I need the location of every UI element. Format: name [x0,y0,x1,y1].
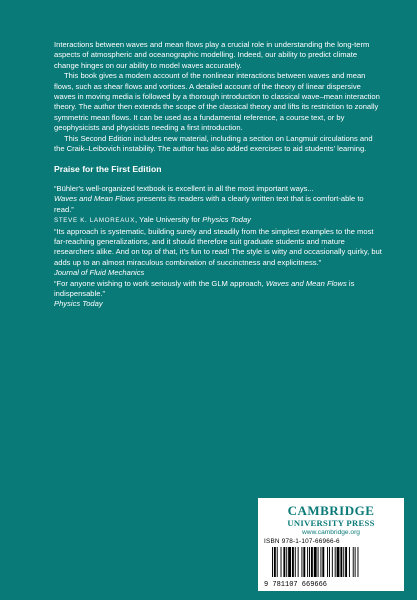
review-quote-3 [54,279,384,300]
barcode-area [262,538,400,588]
isbn-label: ISBN 978-1-107-66966-6 [264,538,340,545]
barcode-bar [307,547,308,577]
back-cover-text [54,40,384,310]
praise-heading: Praise for the First Edition [54,164,162,175]
review-quote-3-part-a: “For anyone wishing to work seriously with the GLM approach, [54,278,266,288]
review-quote-3-part-c: is indispensable.” [54,278,355,298]
review-quote-2: “Its approach is systematic, building surely and steadily from the simplest examples to the most far-reaching generalizations, and it should therefore suit graduate students and mature researchers alike. And on top of that, it's fun to read! The style is witty and occasionally quirky, but adds up to an almost miraculous combination of succinctness and explicitness.” [54,226,382,267]
publisher-url: www.cambridge.org [302,529,360,536]
barcode-bar [288,547,291,577]
barcode-bar [349,547,350,577]
barcode-bar [335,547,336,577]
barcode-icon [262,547,400,588]
review-quote-1-title: Waves and Mean Flows [54,194,135,204]
publisher-box [258,498,404,591]
reviewer-affiliation: , Yale University for [135,215,203,225]
barcode-bar [353,547,354,577]
barcode-bar [318,547,319,577]
review-quote-3-title: Waves and Mean Flows [265,278,347,288]
review-quote-1-part-c: presents its readers with a clearly written text that is comfort-able to read.” [54,194,364,214]
review-attribution-3: Physics Today [54,299,103,309]
barcode-bar [303,547,305,577]
barcode-bar [298,547,299,577]
barcode-bar [332,547,333,577]
barcode-bar [295,547,296,577]
publisher-subtitle: UNIVERSITY PRESS [287,518,375,528]
review-quote-1 [54,184,384,215]
review-attribution-2: Journal of Fluid Mechanics [54,268,145,278]
review-attribution-1 [54,215,384,226]
barcode-bar [355,547,356,577]
barcode-bar [309,547,310,577]
publisher-name: CAMBRIDGE [287,503,375,518]
barcode-bar [274,547,276,577]
barcode-bar [322,547,324,577]
barcode-bar [281,547,282,577]
barcode-bar [311,547,313,577]
barcode-bar [283,547,285,577]
barcode-bar [340,547,342,577]
description-paragraph-2: This book gives a modern account of the nonlinear interactions between waves and mean flows, such as shear flows and vortices. A detailed account of the theory of linear dispersive waves in moving media is followed by a thorough introduction to classical wave–mean interaction theory. The author then extends the scope of the classical theory and lifts its restriction to zonally symmetric mean flows. It can be used as a fundamental reference, a course text, or by geophysicists and physicists needing a first introduction. [54,71,380,133]
reviewer-name: STEVE K. LAMOREAUX [54,217,136,225]
barcode-bar [343,547,344,577]
barcode-bar [327,547,328,577]
barcode-bar [292,547,294,577]
barcode-digits: 9 781107 669666 [264,581,328,588]
barcode-bar [277,547,278,577]
description-paragraph-3: This Second Edition includes new material, including a section on Langmuir circulations and the Craik–Leibovich instability. The author has also added exercises to aid students' learning. [54,133,373,154]
barcode-bar [314,547,317,577]
barcode-bar [320,547,321,577]
barcode-bar [301,547,302,577]
barcode-bar [286,547,287,577]
barcode-bar [272,547,273,577]
barcode-bar [358,547,359,577]
barcode-bar [337,547,340,577]
review-quote-1-part-a: “Bühler's well-organized textbook is excellent in all the most important ways... [54,183,314,193]
description-paragraph-1: Interactions between waves and mean flows play a crucial role in understanding the long-term aspects of atmospheric and oceanographic modelling. Indeed, our ability to predict climate change hinges on our ability to model waves accurately. [54,40,370,70]
review-publication: Physics Today [202,215,251,225]
barcode-bar [345,547,347,577]
barcode-bar [329,547,330,577]
